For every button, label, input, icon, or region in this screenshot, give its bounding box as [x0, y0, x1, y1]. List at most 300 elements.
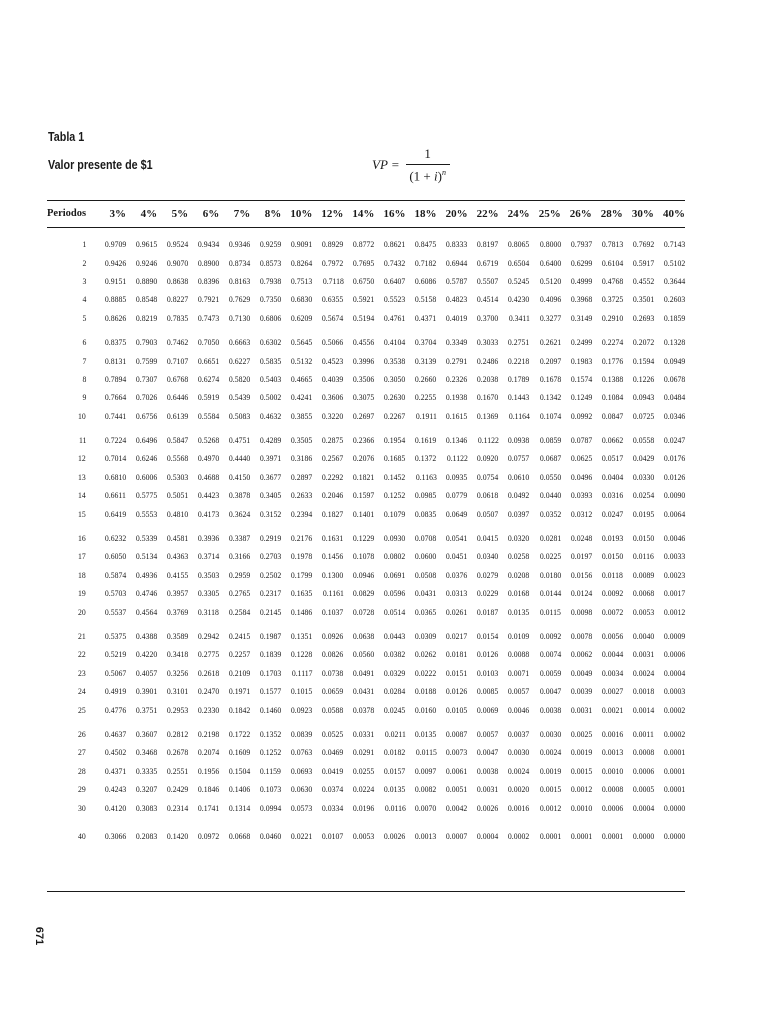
present-value: 0.4581 [166, 533, 189, 544]
present-value: 0.0126 [446, 686, 468, 697]
value-cell [654, 486, 685, 504]
present-value: 0.0047 [477, 747, 499, 758]
value-cell [561, 290, 592, 308]
value-cell [437, 762, 468, 780]
present-value: 0.0376 [446, 569, 468, 580]
table-row [47, 700, 685, 718]
value-cell [623, 370, 654, 388]
value-cell [654, 700, 685, 718]
present-value: 0.0068 [632, 588, 654, 599]
present-value: 0.0057 [508, 686, 530, 697]
present-value: 0.0309 [415, 631, 437, 641]
value-cell [219, 449, 250, 467]
value-cell [468, 486, 499, 504]
period-cell [47, 762, 95, 780]
present-value: 0.0030 [539, 728, 561, 739]
present-value: 0.0000 [663, 830, 685, 841]
present-value: 0.1122 [477, 435, 499, 446]
present-value: 0.2765 [228, 588, 251, 599]
value-cell [468, 547, 499, 565]
value-cell [468, 449, 499, 467]
present-value: 0.2255 [415, 392, 437, 403]
period-cell [47, 449, 95, 467]
value-cell [95, 827, 126, 845]
present-value: 0.1685 [384, 453, 406, 464]
value-cell [95, 370, 126, 388]
period-cell [47, 235, 95, 253]
present-value: 0.5268 [197, 435, 220, 446]
present-value: 0.2326 [446, 373, 468, 384]
value-cell [157, 602, 188, 620]
value-cell [654, 235, 685, 253]
value-cell [281, 827, 312, 845]
present-value: 0.2038 [477, 373, 499, 384]
value-cell [157, 682, 188, 700]
present-value: 0.0187 [477, 606, 499, 617]
present-value: 0.0031 [477, 784, 499, 795]
value-cell [561, 827, 592, 845]
value-cell [157, 780, 188, 798]
value-cell [654, 602, 685, 620]
present-value: 0.5775 [135, 490, 158, 501]
present-value: 0.0135 [508, 606, 530, 617]
present-value: 0.0245 [384, 704, 406, 715]
present-value: 0.0047 [539, 686, 561, 697]
present-value: 0.3277 [539, 312, 561, 323]
value-cell [437, 504, 468, 522]
present-value: 0.0150 [601, 551, 623, 562]
value-cell [654, 743, 685, 761]
value-cell [250, 700, 281, 718]
period-cell [47, 627, 95, 645]
column-header-rate: 8% [264, 207, 282, 220]
value-cell [157, 664, 188, 682]
present-value: 0.2314 [166, 802, 189, 813]
value-cell [281, 449, 312, 467]
value-cell [405, 388, 436, 406]
value-cell [561, 584, 592, 602]
present-value: 0.1079 [384, 508, 406, 519]
value-cell [654, 682, 685, 700]
value-cell [405, 682, 436, 700]
value-cell [592, 664, 623, 682]
present-value: 0.0926 [322, 631, 344, 641]
value-cell [157, 566, 188, 584]
present-value: 0.0014 [632, 704, 654, 715]
table-row [47, 504, 685, 522]
value-cell [623, 272, 654, 290]
present-value: 0.4150 [228, 471, 251, 482]
value-cell [219, 486, 250, 504]
present-value: 0.0144 [539, 588, 561, 599]
present-value: 0.1074 [539, 410, 561, 421]
period-value: 17 [78, 551, 86, 562]
value-cell [499, 682, 530, 700]
present-value: 0.7813 [601, 239, 623, 250]
value-cell [437, 547, 468, 565]
present-value: 0.0006 [601, 802, 623, 813]
present-value: 0.9091 [291, 239, 313, 250]
value-cell [250, 333, 281, 351]
present-value: 0.3075 [353, 392, 375, 403]
value-cell [95, 602, 126, 620]
present-value: 0.4637 [104, 728, 127, 739]
value-cell [250, 504, 281, 522]
present-value: 0.0016 [508, 802, 530, 813]
present-value: 0.3725 [601, 294, 623, 305]
period-cell [47, 602, 95, 620]
present-value: 0.0211 [384, 728, 406, 739]
present-value: 0.6611 [105, 490, 127, 501]
value-cell [343, 431, 374, 449]
value-cell [312, 468, 343, 486]
value-cell [654, 431, 685, 449]
present-value: 0.0115 [539, 606, 561, 617]
value-cell [312, 645, 343, 663]
present-value: 0.0069 [477, 704, 499, 715]
table-row [47, 743, 685, 761]
table-label: Tabla 1 [48, 130, 85, 144]
value-cell [312, 762, 343, 780]
present-value: 0.4388 [135, 631, 158, 641]
present-value: 0.3083 [135, 802, 158, 813]
table-row [47, 253, 685, 271]
value-cell [468, 827, 499, 845]
present-value: 0.0254 [632, 490, 654, 501]
present-value: 0.7599 [135, 355, 158, 366]
present-value: 0.0010 [601, 765, 623, 776]
value-cell [281, 529, 312, 547]
present-value: 0.0316 [601, 490, 623, 501]
present-value: 0.0038 [477, 765, 499, 776]
present-value: 0.0160 [415, 704, 437, 715]
present-value: 0.1015 [291, 686, 313, 697]
value-cell [499, 700, 530, 718]
value-cell [343, 407, 374, 425]
present-value: 0.1827 [322, 508, 344, 519]
value-cell [95, 351, 126, 369]
value-cell [623, 762, 654, 780]
value-cell [312, 253, 343, 271]
period-value: 10 [78, 410, 86, 421]
present-value: 0.7350 [259, 294, 282, 305]
present-value: 0.1978 [291, 551, 313, 562]
value-cell [250, 645, 281, 663]
value-cell [219, 627, 250, 645]
value-cell [468, 602, 499, 620]
value-cell [405, 529, 436, 547]
value-cell [499, 827, 530, 845]
present-value: 0.3968 [570, 294, 592, 305]
value-cell [592, 486, 623, 504]
present-value: 0.8065 [508, 239, 530, 250]
present-value: 0.3050 [384, 373, 406, 384]
present-value: 0.6768 [166, 373, 189, 384]
value-cell [530, 388, 561, 406]
present-value: 0.0397 [508, 508, 530, 519]
value-cell [281, 780, 312, 798]
value-cell [654, 272, 685, 290]
value-cell [126, 272, 157, 290]
present-value: 0.0009 [663, 631, 685, 641]
present-value: 0.0859 [539, 435, 561, 446]
value-cell [250, 682, 281, 700]
present-value: 0.0124 [570, 588, 592, 599]
present-value: 0.0550 [539, 471, 561, 482]
period-value: 18 [78, 569, 86, 580]
value-cell [530, 351, 561, 369]
period-value: 22 [78, 649, 86, 660]
value-cell [592, 290, 623, 308]
value-cell [281, 370, 312, 388]
present-value: 0.0088 [508, 649, 530, 660]
present-value: 0.3704 [415, 337, 437, 348]
present-value: 0.7938 [259, 275, 282, 286]
present-value: 0.2910 [601, 312, 623, 323]
present-value: 0.1456 [322, 551, 344, 562]
value-cell [468, 627, 499, 645]
present-value: 0.0001 [601, 830, 623, 841]
present-value: 0.0057 [477, 728, 499, 739]
value-cell [281, 309, 312, 327]
present-value: 0.0708 [415, 533, 437, 544]
present-value: 0.3139 [415, 355, 437, 366]
value-cell [343, 584, 374, 602]
present-value: 0.9524 [166, 239, 189, 250]
value-cell [126, 725, 157, 743]
present-value: 0.5158 [415, 294, 437, 305]
present-value: 0.6407 [384, 275, 406, 286]
present-value: 0.0492 [508, 490, 530, 501]
present-value: 0.8548 [135, 294, 158, 305]
value-cell [95, 272, 126, 290]
value-cell [281, 584, 312, 602]
present-value: 0.0071 [508, 667, 530, 678]
present-value: 0.0779 [446, 490, 468, 501]
present-value: 0.3503 [197, 569, 220, 580]
value-cell [157, 431, 188, 449]
period-cell [47, 253, 95, 271]
value-cell [405, 468, 436, 486]
value-cell [530, 780, 561, 798]
period-cell [47, 725, 95, 743]
period-value: 24 [78, 686, 86, 697]
present-value: 0.0008 [601, 784, 623, 795]
value-cell [312, 602, 343, 620]
present-value: 0.1078 [353, 551, 375, 562]
value-cell [499, 566, 530, 584]
present-value: 0.0352 [539, 508, 561, 519]
value-cell [312, 664, 343, 682]
value-cell [95, 253, 126, 271]
present-value: 0.0558 [632, 435, 654, 446]
present-value: 0.6719 [477, 257, 499, 268]
present-value: 0.0007 [446, 830, 468, 841]
present-value: 0.2317 [259, 588, 282, 599]
value-cell [374, 272, 405, 290]
present-value: 0.0046 [663, 533, 685, 544]
present-value: 0.3624 [228, 508, 251, 519]
present-value: 0.0469 [322, 747, 344, 758]
present-value: 0.1741 [197, 802, 220, 813]
value-cell [530, 486, 561, 504]
present-value: 0.3751 [135, 704, 158, 715]
value-cell [219, 682, 250, 700]
table-row [47, 602, 685, 620]
present-value: 0.4919 [104, 686, 127, 697]
value-cell [281, 253, 312, 271]
value-cell [157, 798, 188, 816]
value-cell [530, 370, 561, 388]
present-value: 0.3149 [570, 312, 592, 323]
value-cell [312, 407, 343, 425]
present-value: 0.0839 [291, 728, 313, 739]
column-header-rate: 16% [383, 207, 406, 220]
value-cell [437, 798, 468, 816]
present-value: 0.3220 [322, 410, 344, 421]
present-value: 0.0678 [663, 373, 685, 384]
present-value: 0.0105 [446, 704, 468, 715]
table-row [47, 333, 685, 351]
value-cell [405, 762, 436, 780]
present-value: 0.0116 [384, 802, 406, 813]
present-value: 0.0053 [632, 606, 654, 617]
present-value: 0.4552 [632, 275, 654, 286]
present-value: 0.2630 [384, 392, 406, 403]
value-cell [468, 272, 499, 290]
table-bottom-rule [47, 891, 685, 892]
value-cell [623, 388, 654, 406]
value-cell [126, 351, 157, 369]
value-cell [623, 253, 654, 271]
present-value: 0.2791 [446, 355, 468, 366]
present-value: 0.0224 [353, 784, 375, 795]
present-value: 0.3506 [353, 373, 375, 384]
period-value: 9 [82, 392, 86, 403]
column-header-rate: 18% [414, 207, 437, 220]
value-cell [468, 253, 499, 271]
value-cell [281, 743, 312, 761]
value-cell [437, 449, 468, 467]
present-value: 0.0329 [384, 667, 406, 678]
column-header-rate: 24% [507, 207, 530, 220]
value-cell [374, 333, 405, 351]
present-value: 0.2897 [291, 471, 313, 482]
value-cell [561, 272, 592, 290]
value-cell [530, 645, 561, 663]
value-cell [654, 309, 685, 327]
value-cell [312, 431, 343, 449]
value-cell [499, 290, 530, 308]
present-value: 0.5787 [446, 275, 468, 286]
period-cell [47, 780, 95, 798]
present-value: 0.0018 [632, 686, 654, 697]
present-value: 0.2584 [228, 606, 251, 617]
value-cell [188, 235, 219, 253]
present-value: 0.6139 [166, 410, 189, 421]
present-value: 0.6806 [259, 312, 282, 323]
value-cell [623, 798, 654, 816]
value-cell [530, 725, 561, 743]
present-value: 0.0279 [477, 569, 499, 580]
period-cell [47, 504, 95, 522]
value-cell [219, 388, 250, 406]
value-cell [219, 798, 250, 816]
present-value: 0.7224 [104, 435, 127, 446]
value-cell [95, 235, 126, 253]
present-value: 0.4746 [135, 588, 158, 599]
value-cell [374, 664, 405, 682]
present-value: 0.0829 [353, 588, 375, 599]
value-cell [592, 584, 623, 602]
table-row [47, 486, 685, 504]
value-cell [188, 504, 219, 522]
present-value: 0.3971 [259, 453, 282, 464]
value-cell [281, 407, 312, 425]
value-cell [405, 351, 436, 369]
value-cell [499, 725, 530, 743]
value-cell [623, 407, 654, 425]
present-value: 0.0016 [601, 728, 623, 739]
value-cell [623, 602, 654, 620]
value-cell [499, 602, 530, 620]
value-cell [561, 309, 592, 327]
value-cell [126, 290, 157, 308]
present-value: 0.4823 [446, 294, 468, 305]
value-cell [437, 309, 468, 327]
present-value: 0.0972 [197, 830, 220, 841]
present-value: 0.4810 [166, 508, 189, 519]
present-value: 0.2394 [291, 508, 313, 519]
present-value: 0.4243 [104, 784, 127, 795]
value-cell [126, 743, 157, 761]
present-value: 0.6419 [104, 508, 127, 519]
value-cell [437, 664, 468, 682]
present-value: 0.7513 [291, 275, 313, 286]
value-cell [374, 602, 405, 620]
period-cell [47, 566, 95, 584]
present-value: 0.0010 [570, 802, 592, 813]
value-cell [405, 431, 436, 449]
value-cell [312, 529, 343, 547]
value-cell [126, 449, 157, 467]
present-value: 0.0738 [322, 667, 344, 678]
present-value: 0.1161 [322, 588, 344, 599]
value-cell [405, 584, 436, 602]
present-value: 0.4371 [415, 312, 437, 323]
present-value: 0.9426 [104, 257, 127, 268]
present-value: 0.0517 [601, 453, 623, 464]
value-cell [250, 235, 281, 253]
present-value: 0.0208 [508, 569, 530, 580]
present-value: 0.7937 [570, 239, 592, 250]
value-cell [405, 602, 436, 620]
value-cell [499, 627, 530, 645]
value-cell [126, 309, 157, 327]
value-cell [592, 370, 623, 388]
present-value: 0.5303 [166, 471, 189, 482]
value-cell [219, 272, 250, 290]
present-value: 0.7143 [663, 239, 685, 250]
value-cell [623, 290, 654, 308]
present-value: 0.2775 [197, 649, 220, 660]
value-cell [437, 253, 468, 271]
period-value: 11 [78, 435, 86, 446]
value-cell [468, 762, 499, 780]
value-cell [374, 309, 405, 327]
present-value: 0.3387 [228, 533, 251, 544]
present-value: 0.0073 [446, 747, 468, 758]
